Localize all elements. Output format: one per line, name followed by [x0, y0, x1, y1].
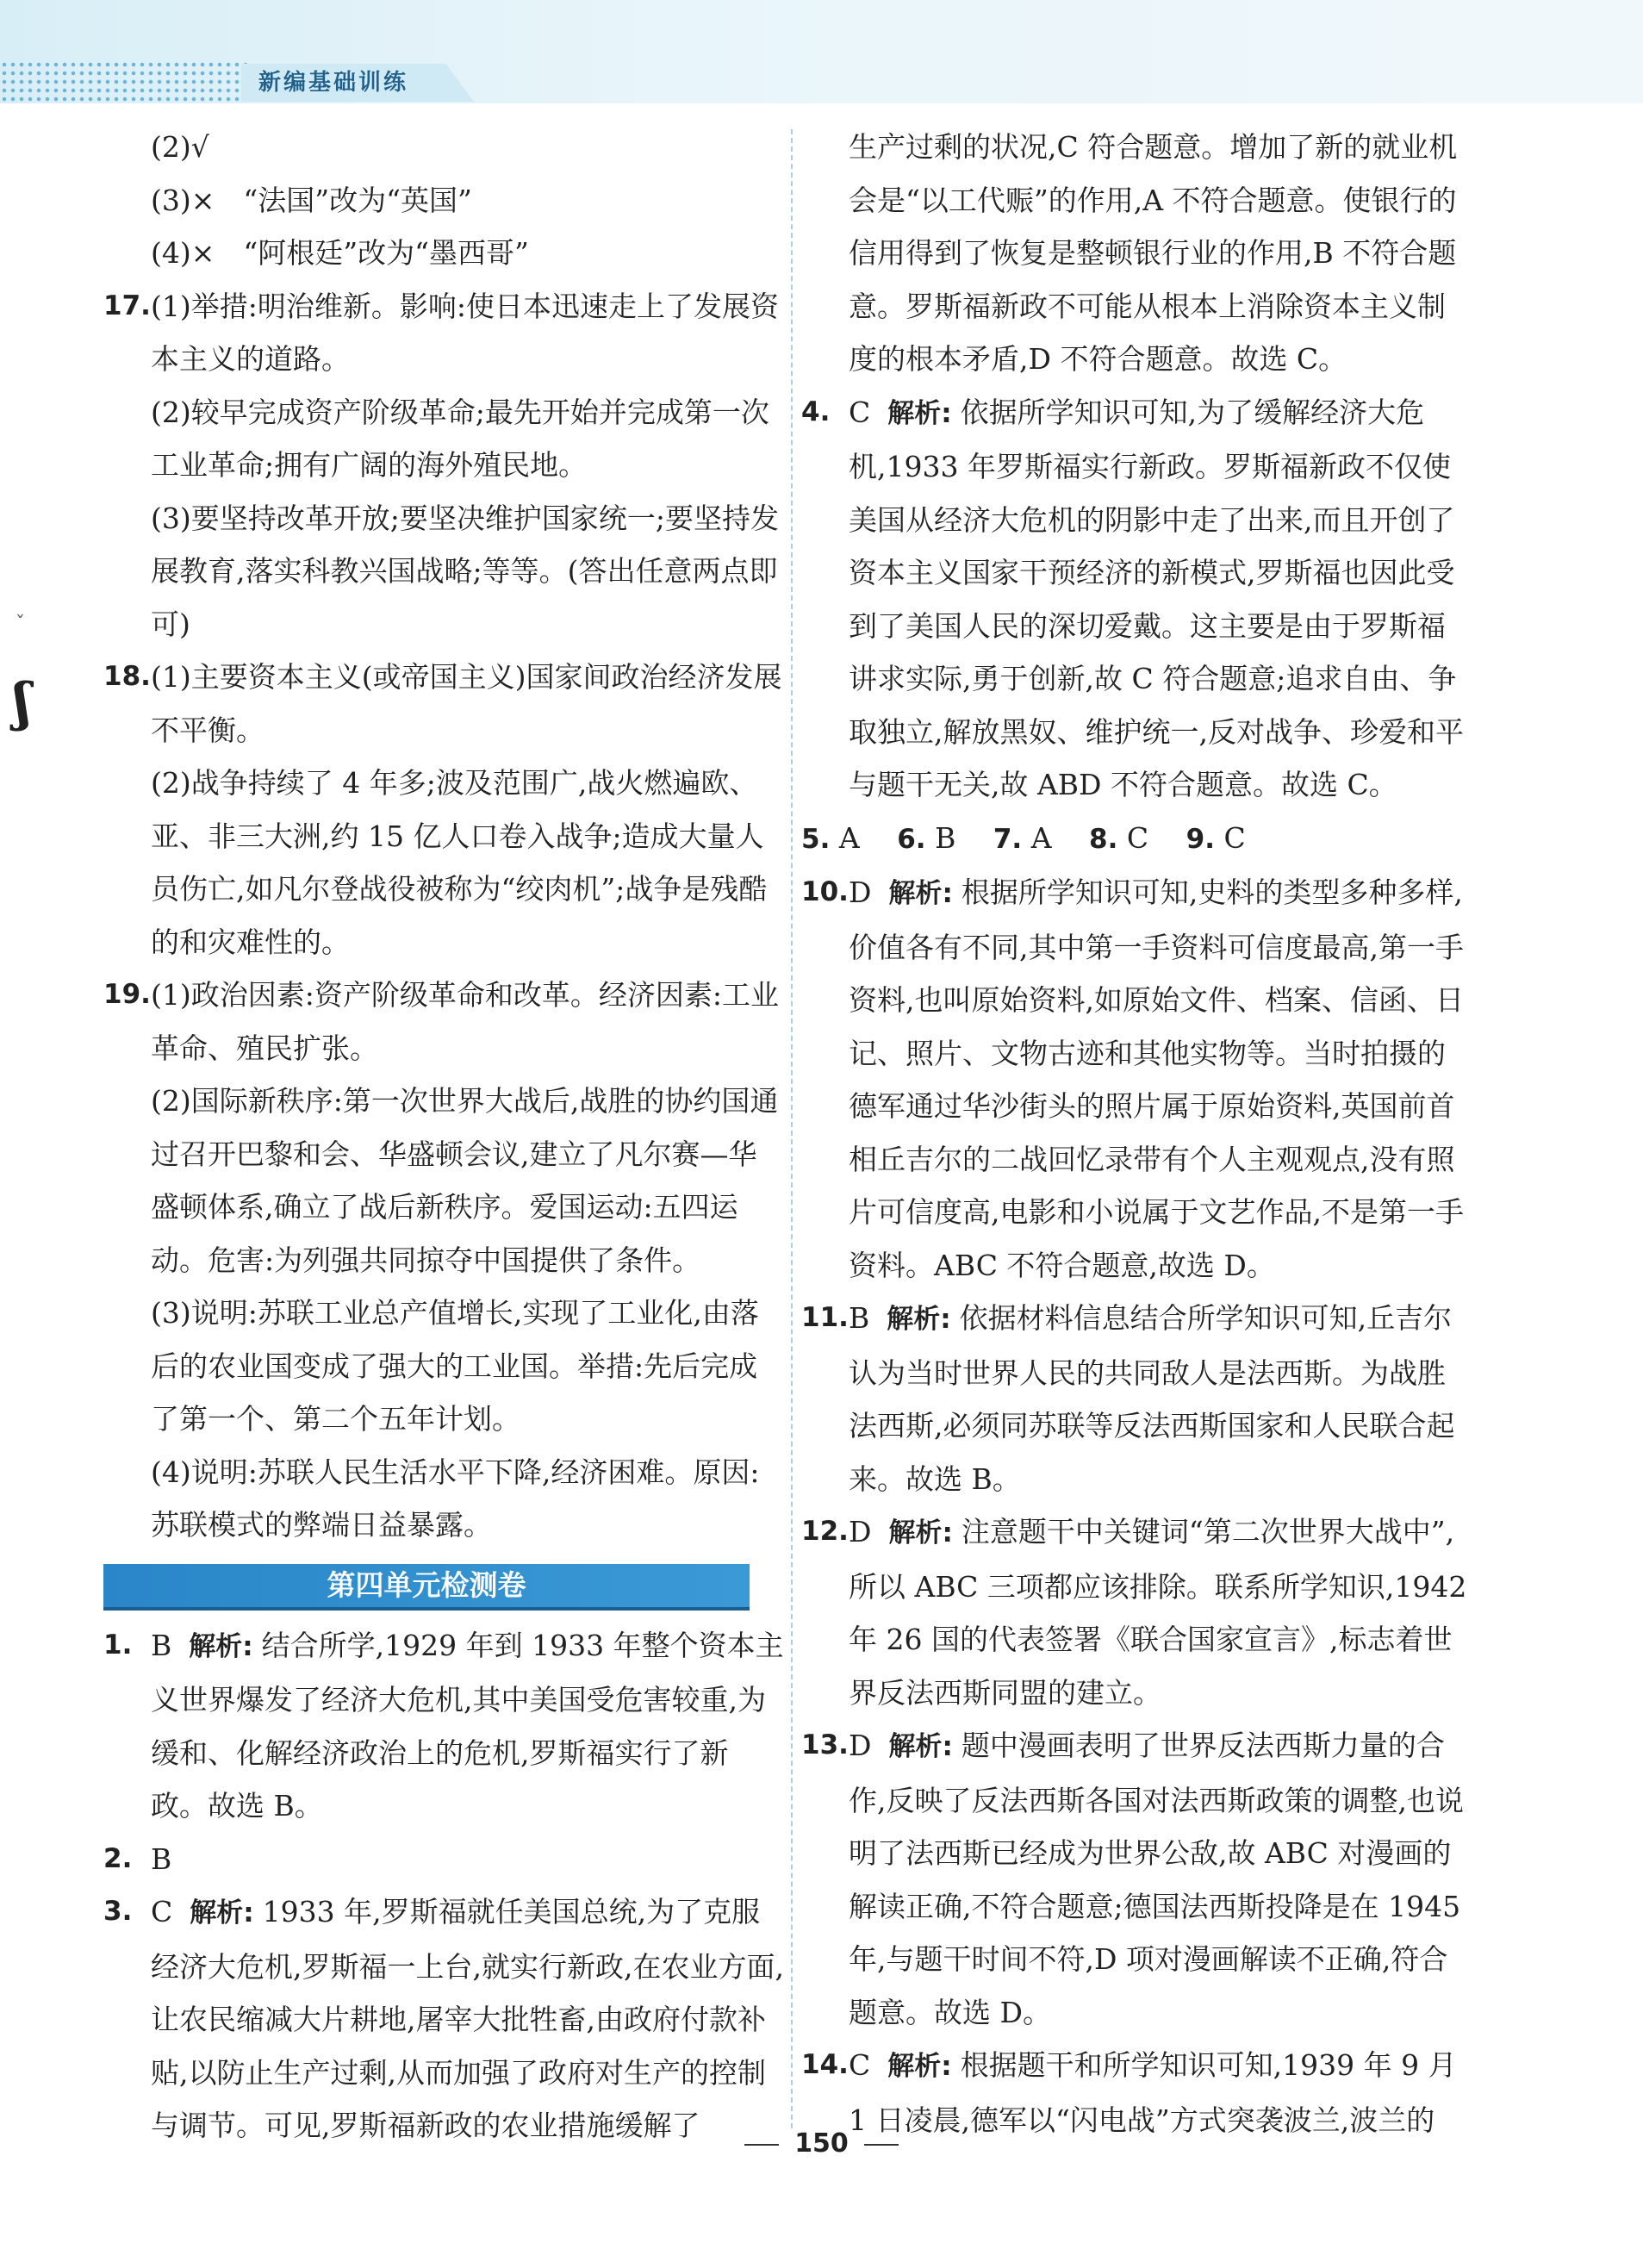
answer-number: 17.	[103, 290, 151, 321]
header-dot-pattern	[0, 60, 250, 102]
answer-number: 14.	[801, 2049, 849, 2080]
answer-number: 3.	[103, 1896, 133, 1927]
header-title: 新编基础训练	[258, 70, 409, 96]
answer-10	[801, 866, 1473, 1292]
answer-3-continued: 生产过剩的状况,C 符合题意。增加了新的就业机会是“以工代赈”的作用,A 不符合题意。使银行的信用得到了恢复是整顿银行业的作用,B 不符合题意。罗斯福新政不可能从根本上消除资本主义制度的根本矛盾,D 不符合题意。故选 C。	[849, 130, 1458, 376]
right-column	[801, 121, 1473, 2146]
answer-choice: C	[849, 395, 871, 429]
answer-18	[103, 651, 784, 969]
answer-number: 1.	[103, 1629, 133, 1660]
answer-2	[103, 1833, 784, 1886]
answer-choice: B	[151, 1628, 172, 1662]
page-number	[0, 2128, 1643, 2159]
analysis-label: 解析:	[888, 878, 953, 909]
answer-19	[103, 969, 784, 1552]
analysis-text: 注意题干中关键词“第二次世界大战中”,所以 ABC 三项都应该排除。联系所学知识,1942 年 26 国的代表签署《联合国家宣言》,标志着世界反法西斯同盟的建立。	[849, 1515, 1467, 1710]
answer-18-part2: (2)战争持续了 4 年多;波及范围广,战火燃遍欧、亚、非三大洲,约 15 亿人口卷入战争;造成大量人员伤亡,如凡尔登战役被称为“绞肉机”;战争是残酷的和灾难性的。	[151, 766, 768, 959]
answer-17-part2: (2)较早完成资产阶级革命;最先开始并完成第一次工业革命;拥有广阔的海外殖民地。	[151, 395, 769, 482]
answer-choice: C	[1126, 820, 1149, 855]
answer-number: 7.	[993, 823, 1023, 855]
analysis-label: 解析:	[887, 1304, 951, 1335]
analysis-text: 结合所学,1929 年到 1933 年整个资本主义世界爆发了经济大危机,其中美国受危害较重,为缓和、化解经济政治上的危机,罗斯福实行了新政。故选 B。	[151, 1628, 784, 1822]
answer-number: 6.	[897, 823, 926, 855]
analysis-label: 解析:	[888, 1731, 953, 1762]
answer-17-part3: (3)要坚持改革开放;要坚决维护国家统一;要坚持发展教育,落实科教兴国战略;等等。(答出任意两点即可)	[151, 501, 779, 641]
analysis-label: 解析:	[888, 1517, 953, 1548]
answer-13	[801, 1719, 1473, 2039]
answer-19-part4: (4)说明:苏联人民生活水平下降,经济困难。原因:苏联模式的弊端日益暴露。	[151, 1455, 760, 1542]
analysis-text: 根据题干和所学知识可知,1939 年 9 月 1 日凌晨,德军以“闪电战”方式突袭波兰,波兰的	[849, 2048, 1457, 2137]
left-column	[103, 121, 784, 2153]
answer-4	[801, 386, 1473, 812]
margin-mark: ʃ	[14, 672, 31, 732]
page-number-value: 150	[794, 2128, 849, 2159]
answer-choice: C	[849, 2048, 871, 2082]
answer-12	[801, 1505, 1473, 1719]
answer-3	[103, 1885, 784, 2153]
answer-19-part1: (1)政治因素:资产阶级革命和改革。经济因素:工业革命、殖民扩张。	[151, 978, 779, 1065]
analysis-text: 1933 年,罗斯福就任美国总统,为了克服经济大危机,罗斯福一上台,就实行新政,在农业方面,让农民缩减大片耕地,屠宰大批牲畜,由政府付款补贴,以防止生产过剩,从而加强了政府对生产的控制与调节。可见,罗斯福新政的农业措施缓解了	[151, 1895, 784, 2142]
answer-1	[103, 1619, 784, 1833]
answer-number: 2.	[103, 1842, 133, 1874]
section-banner: 第四单元检测卷	[103, 1564, 750, 1611]
analysis-label: 解析:	[887, 2051, 952, 2082]
analysis-text: 题中漫画表明了世界反法西斯力量的合作,反映了反法西斯各国对法西斯政策的调整,也说明了法西斯已经成为世界公敌,故 ABC 对漫画的解读正确,不符合题意;德国法西斯投降是在 1945 年,与题干时间不符,D 项对漫画解读不正确,符合题意。故选 D。	[849, 1729, 1464, 2029]
answer-16-2: (2)√	[151, 130, 209, 164]
answer-number: 4.	[801, 396, 831, 427]
answer-16-3: (3)× “法国”改为“英国”	[151, 183, 472, 217]
answer-number: 8.	[1089, 823, 1118, 855]
answer-choice: B	[935, 820, 956, 855]
answer-17-part1: (1)举措:明治维新。影响:使日本迅速走上了发展资本主义的道路。	[151, 289, 779, 376]
analysis-label: 解析:	[189, 1630, 253, 1662]
analysis-text: 根据所学知识可知,史料的类型多种多样,价值各有不同,其中第一手资料可信度最高,第一手资料,也叫原始资料,如原始文件、档案、信函、日记、照片、文物古迹和其他实物等。当时拍摄的德军通过华沙街头的照片属于原始资料,英国前首相丘吉尔的二战回忆录带有个人主观观点,没有照片可信度高,电影和小说属于文艺作品,不是第一手资料。ABC 不符合题意,故选 D。	[849, 875, 1464, 1282]
answer-19-part3: (3)说明:苏联工业总产值增长,实现了工业化,由落后的农业国变成了强大的工业国。举措:先后完成了第一个、第二个五年计划。	[151, 1296, 759, 1436]
answer-number: 10.	[801, 876, 849, 907]
answer-choice: C	[1223, 820, 1246, 855]
column-divider	[791, 129, 793, 2128]
answer-number: 5.	[801, 823, 831, 855]
answer-number: 11.	[801, 1302, 849, 1333]
answer-16-4: (4)× “阿根廷”改为“墨西哥”	[151, 236, 529, 270]
answer-choice: B	[151, 1841, 172, 1876]
answers-5-to-9	[801, 812, 1473, 867]
answer-number: 13.	[801, 1729, 849, 1760]
answer-17	[103, 280, 784, 651]
answer-choice: A	[838, 820, 860, 855]
answer-number: 9.	[1186, 823, 1215, 855]
analysis-label: 解析:	[887, 397, 952, 429]
analysis-label: 解析:	[190, 1897, 254, 1928]
answer-choice: C	[151, 1895, 173, 1928]
answer-choice: D	[849, 1729, 872, 1762]
answer-choice: D	[849, 875, 872, 909]
analysis-text: 依据材料信息结合所学知识可知,丘吉尔认为当时世界人民的共同敌人是法西斯。为战胜法西斯,必须同苏联等反法西斯国家和人民联合起来。故选 B。	[849, 1301, 1455, 1496]
answer-number: 12.	[801, 1516, 849, 1547]
answer-choice: A	[1030, 820, 1052, 855]
answer-choice: D	[849, 1515, 872, 1548]
answer-18-part1: (1)主要资本主义(或帝国主义)国家间政治经济发展不平衡。	[151, 660, 782, 747]
margin-mark-small: ˇ	[16, 614, 25, 635]
answer-11	[801, 1292, 1473, 1505]
answer-number: 19.	[103, 979, 151, 1010]
analysis-text: 依据所学知识可知,为了缓解经济大危机,1933 年罗斯福实行新政。罗斯福新政不仅使美国从经济大危机的阴影中走了出来,而且开创了资本主义国家干预经济的新模式,罗斯福也因此受到了美国人民的深切爱戴。这主要是由于罗斯福讲求实际,勇于创新,故 C 符合题意;追求自由、争取独立,解放黑奴、维护统一,反对战争、珍爱和平与题干无关,故 ABD 不符合题意。故选 C。	[849, 395, 1464, 801]
answer-19-part2: (2)国际新秩序:第一次世界大战后,战胜的协约国通过召开巴黎和会、华盛顿会议,建立了凡尔赛—华盛顿体系,确立了战后新秩序。爱国运动:五四运动。危害:为列强共同掠夺中国提供了条件。	[151, 1084, 779, 1277]
answer-number: 18.	[103, 661, 151, 692]
answer-choice: B	[849, 1301, 870, 1335]
